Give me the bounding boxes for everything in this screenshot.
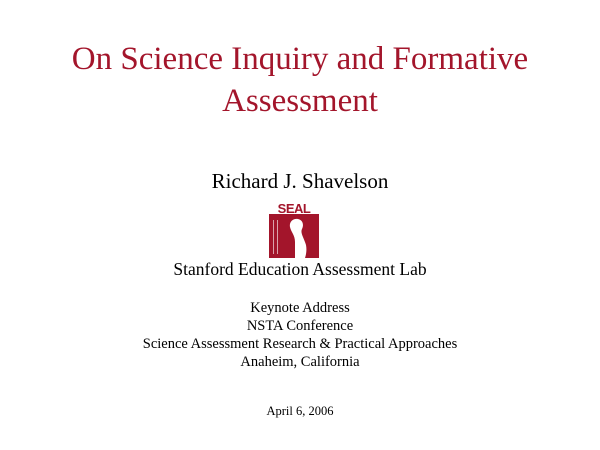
event-date: April 6, 2006 bbox=[266, 404, 334, 418]
seal-logo-icon bbox=[269, 202, 319, 258]
lab-name: Stanford Education Assessment Lab bbox=[173, 259, 427, 279]
event-location: Anaheim, California bbox=[240, 354, 360, 370]
conference-name: NSTA Conference bbox=[246, 318, 354, 334]
event-type: Keynote Address bbox=[250, 300, 350, 316]
slide-title: On Science Inquiry and Formative Assessment bbox=[71, 41, 529, 119]
session-title: Science Assessment Research & Practical Approaches bbox=[142, 336, 458, 352]
event-details bbox=[0, 299, 600, 371]
author-name: Richard J. Shavelson bbox=[211, 169, 389, 193]
svg-text:SEAL: SEAL bbox=[277, 202, 311, 216]
